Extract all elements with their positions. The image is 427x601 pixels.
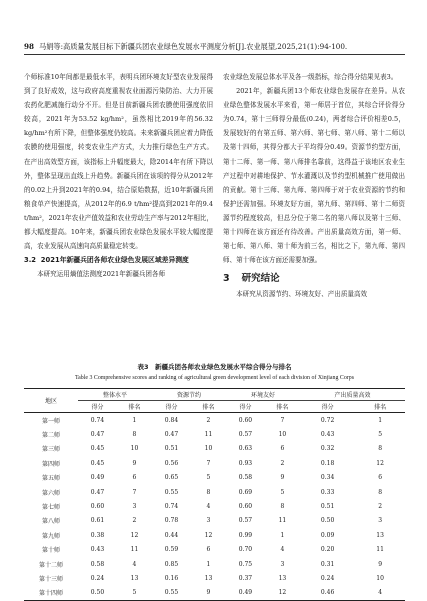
rank-cell: 11 — [204, 431, 213, 439]
score-cell: 0.32 — [320, 445, 335, 453]
score-cell: 0.18 — [320, 459, 335, 467]
score-cell: 0.99 — [238, 531, 253, 539]
score-cell: 0.45 — [90, 445, 105, 453]
group-header-environment-friendly: 环境友好 — [226, 389, 300, 401]
subheader-rank: 排名 — [191, 401, 226, 413]
rank-cell: 5 — [117, 586, 152, 601]
table-body — [24, 413, 405, 601]
table-row — [24, 456, 405, 470]
group-header-output-efficiency: 产出质量高效 — [300, 389, 405, 401]
score-cell: 0.59 — [164, 546, 179, 554]
region-cell: 第八师 — [41, 518, 60, 526]
table-row — [24, 499, 405, 513]
score-cell: 0.60 — [90, 503, 105, 511]
page-number: 98 — [24, 42, 35, 51]
rank-cell: 12 — [130, 531, 139, 539]
score-cell: 0.55 — [152, 586, 191, 601]
score-cell: 0.58 — [238, 474, 253, 482]
rank-cell: 3 — [280, 560, 285, 568]
rank-cell: 6 — [206, 546, 211, 554]
region-header: 地区 — [24, 389, 78, 413]
table-row — [24, 442, 405, 456]
score-cell: 0.58 — [90, 560, 105, 568]
score-cell: 0.61 — [90, 517, 105, 525]
score-cell: 0.16 — [164, 574, 179, 582]
score-cell: 0.78 — [164, 517, 179, 525]
subheader-rank: 排名 — [117, 401, 152, 413]
rank-cell: 13 — [130, 574, 139, 582]
rank-cell: 11 — [376, 546, 384, 554]
rank-cell: 12 — [204, 531, 213, 539]
left-paragraph-1: 个师标准10年间都是最低水平，表明兵团环境友好型农业发展得到了良好成效，这与政府高度重视农业面源污染防治、大力开展农药化肥减施行动分不开。但是目前新疆兵团农膜使用强度依旧较高，2021年为53.52 kg/hm²，虽然相比2019年的56.32 kg/hm²有所下降，但整体强度仍较高。未来新疆兵团应着力降低农膜的使用强度，转变农业生产方式，大力推行绿色生产方式。在产出高效型方面，该指标上升幅度最大，除2014年有所下降以外，整体呈现出直线上升趋势。新疆兵团在该项的得分从2012年的0.02上升到2021年的0.94，结合原始数据，近10年新疆兵团粮食单产快速提高，从2012年的6.9 t/hm²提高到2021年的9.4 t/hm²，2021年农业产值效益和农业劳动生产率与2012年相比，都大幅度提高。10年来，新疆兵团农业绿色发展水平较大幅度提高，农业发展从高速向高质量稳定转变。 — [24, 73, 213, 251]
rank-cell: 12 — [265, 586, 300, 601]
rank-cell: 2 — [132, 517, 137, 525]
rank-cell: 13 — [204, 574, 213, 582]
table-row — [24, 528, 405, 542]
rank-cell: 3 — [378, 517, 383, 525]
right-column — [223, 70, 405, 301]
rank-cell: 8 — [206, 488, 211, 496]
rank-cell: 3 — [132, 503, 137, 511]
rank-cell: 8 — [378, 488, 383, 496]
score-cell: 0.93 — [238, 459, 253, 467]
subheader-score: 得分 — [152, 401, 191, 413]
score-cell: 0.46 — [300, 586, 355, 601]
rank-cell: 2 — [206, 416, 211, 424]
score-cell: 0.60 — [238, 503, 253, 511]
region-cell: 第一师 — [41, 417, 60, 425]
rank-cell: 9 — [378, 560, 383, 568]
left-paragraph-2: 本研究运用熵值法测度2021年新疆兵团各师 — [37, 270, 166, 279]
rank-cell: 11 — [278, 517, 287, 525]
rank-cell: 12 — [376, 459, 384, 467]
score-cell: 0.47 — [164, 431, 179, 439]
rank-cell: 4 — [132, 560, 137, 568]
score-cell: 0.56 — [164, 459, 179, 467]
score-cell: 0.65 — [164, 474, 179, 482]
rank-cell: 8 — [378, 445, 383, 453]
score-cell: 0.50 — [78, 586, 117, 601]
score-cell: 0.47 — [90, 488, 105, 496]
score-cell: 0.24 — [90, 574, 105, 582]
score-cell: 0.74 — [164, 503, 179, 511]
score-cell: 0.74 — [90, 416, 105, 424]
rank-cell: 10 — [278, 431, 287, 439]
region-cell: 第十四师 — [24, 586, 78, 601]
rank-cell: 5 — [280, 488, 285, 496]
subheader-rank: 排名 — [265, 401, 300, 413]
region-cell: 第四师 — [41, 460, 60, 468]
table-row — [24, 557, 405, 571]
score-cell: 0.24 — [320, 574, 335, 582]
running-title: 马娟等:高质量发展目标下新疆兵团农业绿色发展水平测度分析[J].农业展望,2025,21(1):94-100. — [39, 42, 348, 51]
region-cell: 第十三师 — [38, 575, 63, 583]
subheader-score: 得分 — [300, 401, 355, 413]
score-cell: 0.84 — [164, 416, 179, 424]
region-cell: 第二师 — [41, 432, 60, 440]
region-cell: 第七师 — [41, 504, 60, 512]
rank-cell: 7 — [132, 488, 137, 496]
score-cell: 0.51 — [320, 503, 335, 511]
rank-cell: 1 — [132, 416, 137, 424]
rank-cell: 1 — [378, 416, 383, 424]
score-cell: 0.85 — [164, 560, 179, 568]
score-cell: 0.60 — [238, 416, 253, 424]
scores-table — [24, 388, 405, 601]
right-paragraph-3: 本研究从资源节约、环境友好、产出质量高效 — [236, 290, 368, 299]
right-paragraph-1: 农业绿色发展总体水平及各一级指标，综合得分结果见表3。 — [223, 73, 398, 81]
rank-cell: 9 — [191, 586, 226, 601]
table-row — [24, 571, 405, 585]
table-header-row — [24, 389, 405, 401]
rank-cell: 9 — [132, 459, 137, 467]
table-row — [24, 543, 405, 557]
rank-cell: 3 — [206, 517, 211, 525]
right-paragraph-2: 2021年，新疆兵团13个师农业绿色发展存在差异。从农业绿色整体发展水平来看，第一师居于首位，其综合评价得分为0.74，第十三师得分最低(0.24)，两者综合评价相差0.5，发展较好的有第五师、第六师、第七师、第八师、第十二师以及第十四师，其得分都大于平均得分0.49。资源节约型方面，第十二师、第一师、第八师排名靠前，这得益于该地区农业生产过程中对耕地保护、节水灌溉以及节约型机械推广使用做出的贡献。第十三师、第九师、第四师于对于农业资源的节约和保护还需加强。环境友好方面，第九师、第四师、第十二师资源节约程度较高，但总分位于第二名的第八师以及第十三师、第十四师在该方面还有待改善。产出质量高效方面，第一师、第七师、第八师、第十师为前三名，相比之下，第九师、第四师、第十师在该方面还需要加强。 — [223, 87, 405, 265]
score-cell: 0.49 — [226, 586, 265, 601]
score-cell: 0.09 — [320, 531, 335, 539]
score-cell: 0.34 — [320, 474, 335, 482]
rank-cell: 10 — [376, 574, 384, 582]
table-row — [24, 471, 405, 485]
rank-cell: 4 — [355, 586, 405, 601]
score-cell: 0.69 — [238, 488, 253, 496]
left-column — [24, 70, 213, 281]
table-row — [24, 514, 405, 528]
rank-cell: 13 — [278, 574, 287, 582]
rank-cell: 4 — [206, 503, 211, 511]
table-row — [24, 427, 405, 441]
score-cell: 0.49 — [90, 474, 105, 482]
score-cell: 0.38 — [90, 531, 105, 539]
rank-cell: 8 — [280, 503, 285, 511]
rank-cell: 6 — [280, 445, 285, 453]
score-cell: 0.57 — [238, 517, 253, 525]
rank-cell: 1 — [280, 531, 285, 539]
table-caption-cn: 表3 新疆兵团各师农业绿色发展水平综合得分与排名 — [137, 363, 292, 371]
rank-cell: 8 — [132, 431, 137, 439]
region-cell: 第十师 — [41, 547, 60, 555]
section-heading — [223, 271, 405, 287]
region-cell: 第六师 — [41, 489, 60, 497]
rank-cell: 7 — [206, 459, 211, 467]
section-number: 3 — [223, 273, 230, 285]
score-cell: 0.57 — [238, 431, 253, 439]
running-header — [24, 40, 405, 55]
rank-cell: 13 — [376, 531, 384, 539]
rank-cell: 5 — [206, 474, 211, 482]
section-title: 研究结论 — [241, 273, 280, 285]
rank-cell: 1 — [206, 560, 211, 568]
rank-cell: 4 — [280, 546, 285, 554]
score-cell: 0.43 — [320, 431, 335, 439]
table-row — [24, 485, 405, 499]
rank-cell: 6 — [132, 474, 137, 482]
score-cell: 0.50 — [320, 517, 335, 525]
rank-cell: 2 — [280, 459, 285, 467]
score-cell: 0.72 — [320, 416, 335, 424]
rank-cell: 5 — [378, 431, 383, 439]
score-cell: 0.43 — [90, 546, 105, 554]
subheader-score: 得分 — [226, 401, 265, 413]
region-cell: 第九师 — [41, 532, 60, 540]
rank-cell: 6 — [378, 474, 383, 482]
score-cell: 0.75 — [238, 560, 253, 568]
score-cell: 0.70 — [238, 546, 253, 554]
score-cell: 0.31 — [320, 560, 335, 568]
table-row — [24, 413, 405, 428]
region-cell: 第三师 — [41, 446, 60, 454]
score-cell: 0.20 — [320, 546, 335, 554]
score-cell: 0.37 — [238, 574, 253, 582]
rank-cell: 10 — [204, 445, 213, 453]
group-header-overall: 整体水平 — [78, 389, 152, 401]
table-caption-en: Table 3 Comprehensive scores and ranking of agricultural green development level of each division of Xinjiang Corps — [75, 375, 354, 381]
subsection-title: 2021年新疆兵团各师农业绿色发展区域差异测度 — [40, 256, 189, 265]
subsection-heading — [24, 253, 213, 267]
score-cell: 0.63 — [238, 445, 253, 453]
rank-cell: 9 — [280, 474, 285, 482]
subheader-rank: 排名 — [355, 401, 405, 413]
subsection-number: 3.2 — [24, 256, 37, 265]
score-cell: 0.33 — [320, 488, 335, 496]
score-cell: 0.45 — [90, 459, 105, 467]
subheader-score: 得分 — [78, 401, 117, 413]
rank-cell: 10 — [130, 445, 139, 453]
rank-cell: 2 — [378, 503, 383, 511]
group-header-resource-saving: 资源节约 — [152, 389, 226, 401]
table-subheader-row — [24, 401, 405, 413]
score-cell: 0.47 — [90, 431, 105, 439]
region-cell: 第五师 — [41, 475, 60, 483]
score-cell: 0.51 — [164, 445, 179, 453]
rank-cell: 7 — [280, 416, 285, 424]
table-row — [24, 586, 405, 601]
score-cell: 0.55 — [164, 488, 179, 496]
score-cell: 0.44 — [164, 531, 179, 539]
rank-cell: 11 — [130, 546, 139, 554]
region-cell: 第十二师 — [38, 561, 63, 569]
